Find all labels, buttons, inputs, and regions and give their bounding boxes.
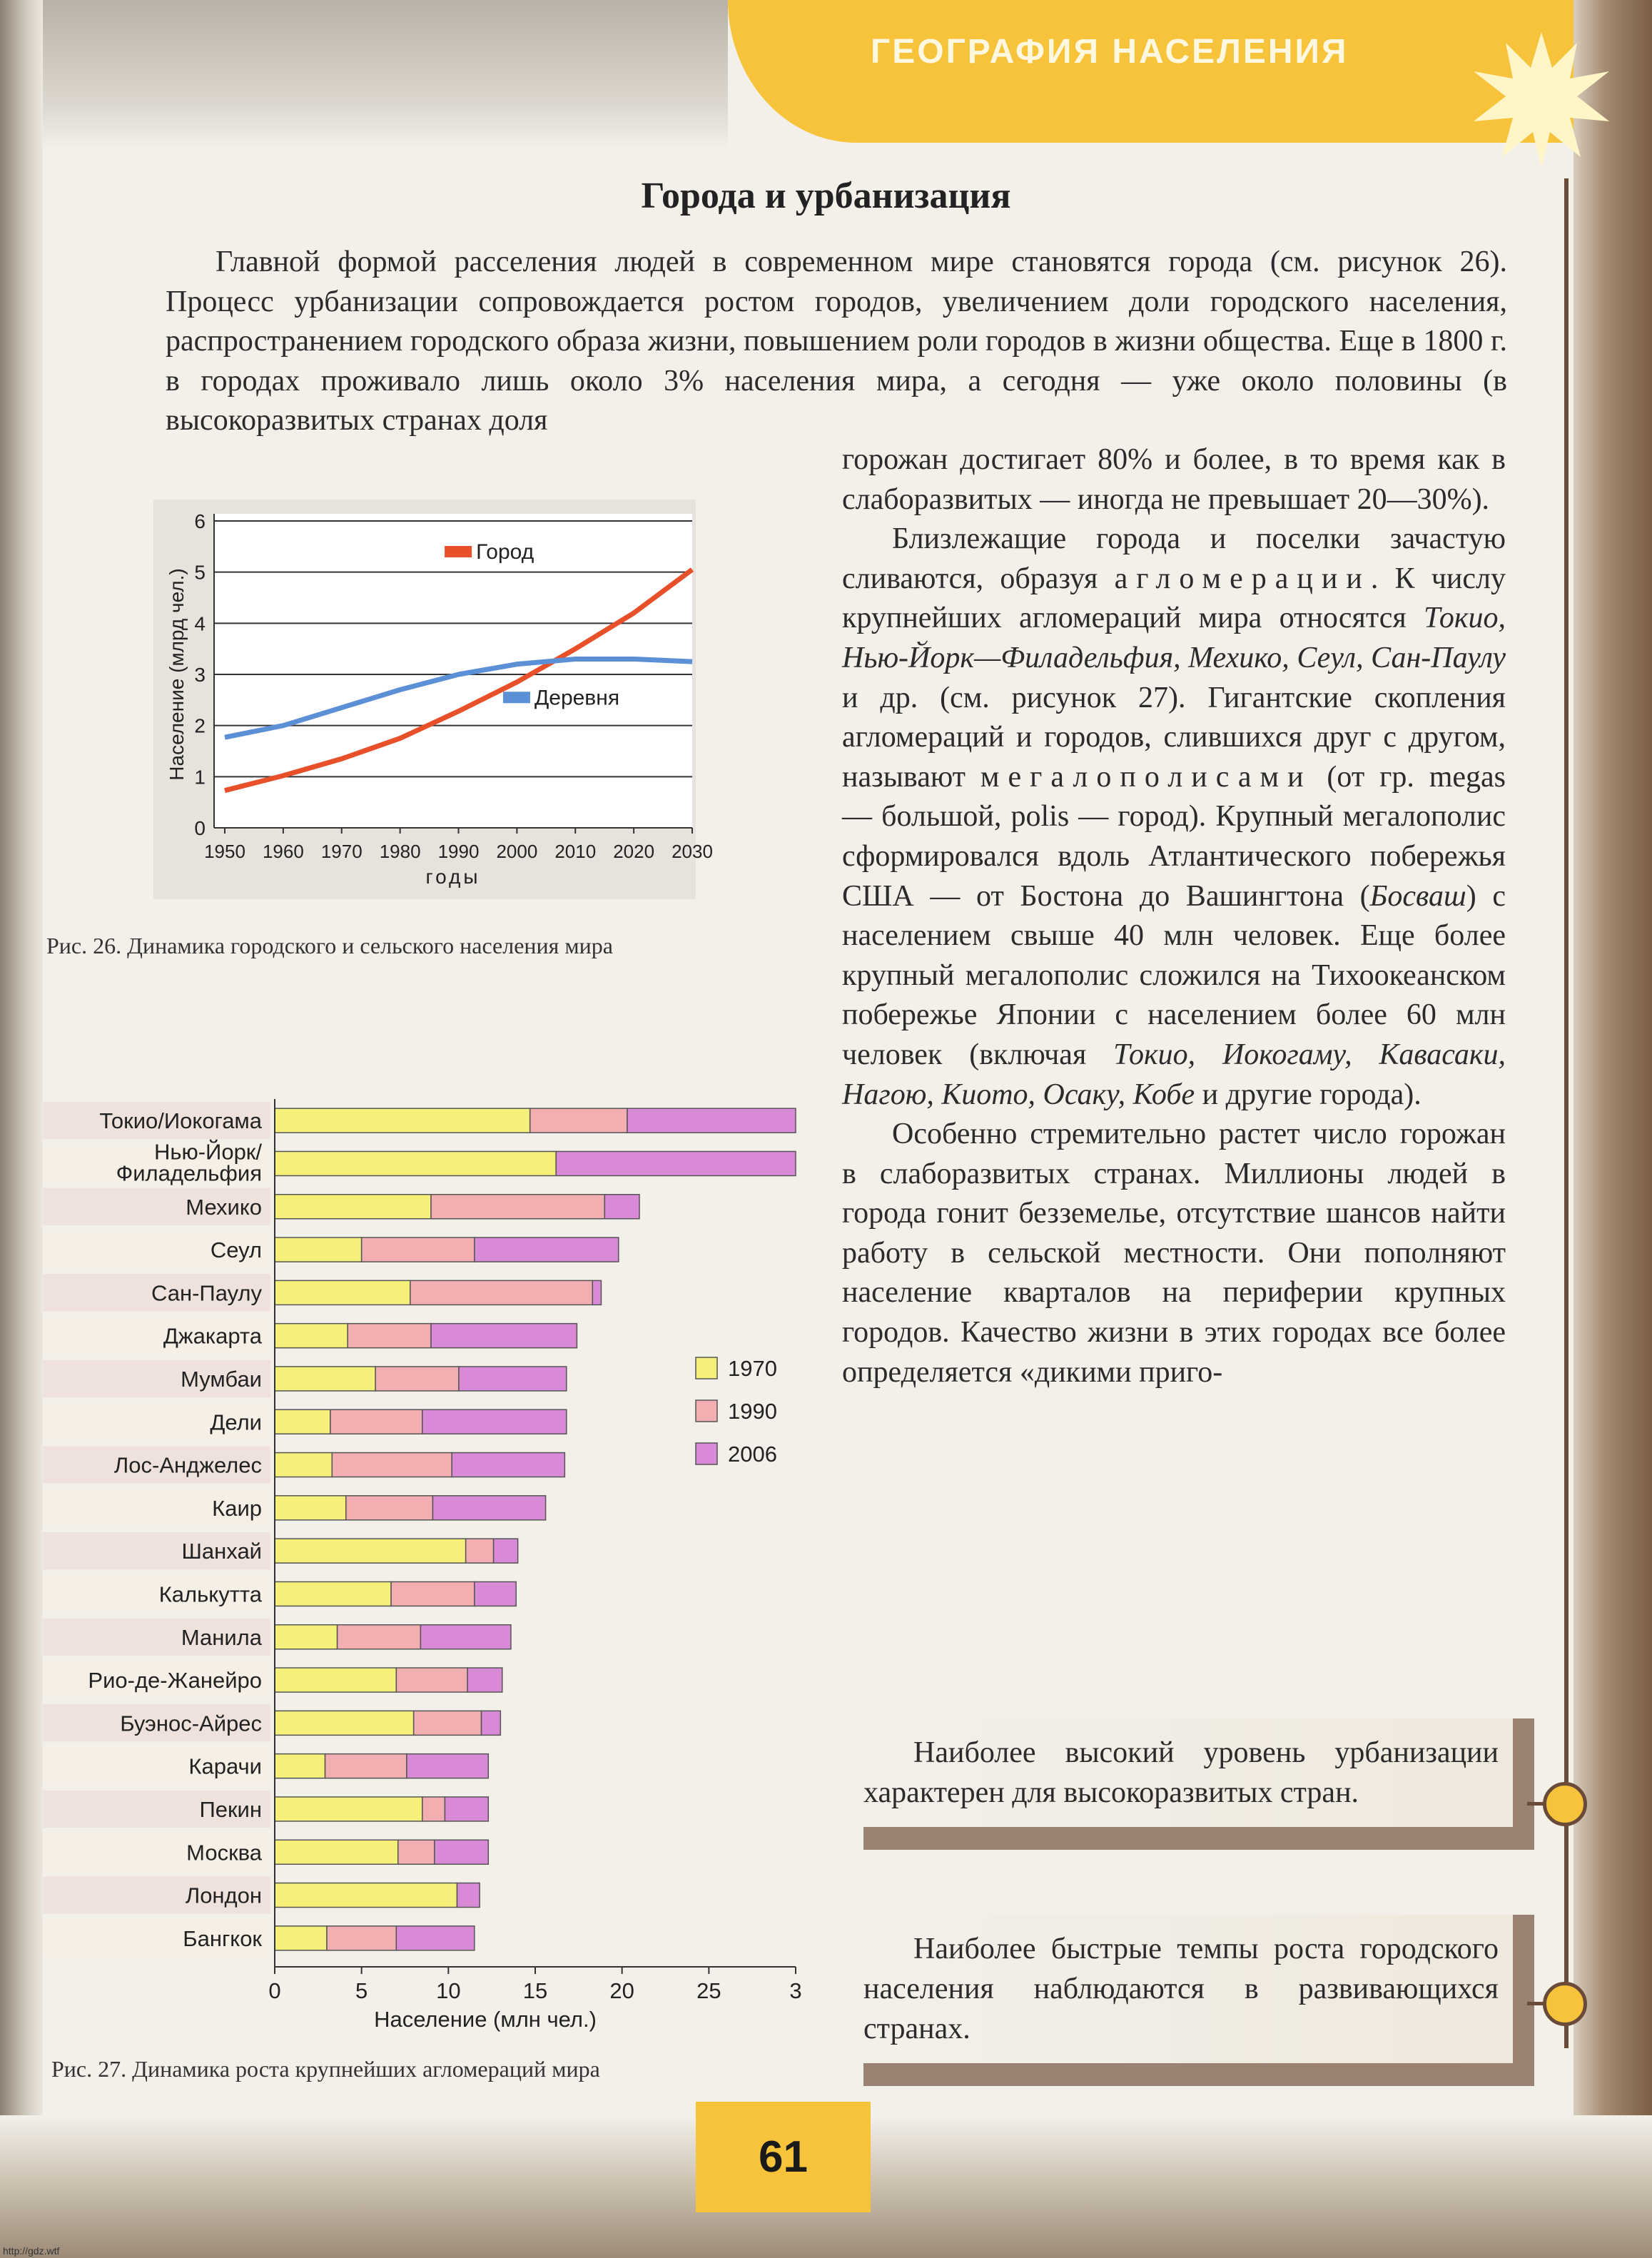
category-label: Джакарта <box>163 1323 262 1349</box>
bar-segment-1990 <box>398 1840 435 1864</box>
callout-text: Наиболее высокий уровень урбанизации характерен для высокоразвитых стран. <box>863 1736 1499 1809</box>
figure-27-caption: Рис. 27. Динамика роста крупнейших агломераций мира <box>51 2056 600 2082</box>
bar-segment-1970 <box>275 1797 422 1821</box>
y-tick-label: 1 <box>194 766 206 789</box>
bar-segment-2006 <box>420 1625 511 1649</box>
bar-segment-1970 <box>275 1840 398 1864</box>
category-label: Москва <box>186 1840 262 1865</box>
bar-segment-1970 <box>275 1151 556 1175</box>
x-tick-label: 1980 <box>379 841 421 862</box>
bar-segment-1970 <box>275 1668 396 1692</box>
bar-segment-2006 <box>475 1237 619 1262</box>
legend-label: Город <box>476 540 534 564</box>
legend-swatch <box>445 546 472 557</box>
x-tick-label: 20 <box>609 1978 634 2003</box>
right-photo-strip <box>1574 0 1652 2258</box>
bar-segment-1970 <box>275 1409 330 1434</box>
paragraph-continuation: горожан достигает 80% и более, в то время как в слаборазвитых — иногда не превышает 20—30%). <box>842 443 1506 516</box>
bar-segment-2006 <box>482 1711 501 1735</box>
bar-segment-2006 <box>435 1840 488 1864</box>
bar-segment-2006 <box>475 1581 516 1606</box>
legend-label: Деревня <box>534 686 620 710</box>
x-axis-label: Население (млн чел.) <box>374 2007 597 2032</box>
urban-rural-line-chart <box>153 500 713 899</box>
y-tick-label: 5 <box>194 561 206 584</box>
paragraph-agglomerations <box>842 520 1506 1115</box>
text-run: и другие города). <box>1195 1078 1422 1111</box>
credit-text: http://gdz.wtf <box>3 2245 60 2257</box>
bar-segment-1990 <box>375 1367 459 1391</box>
category-label: Бангкок <box>183 1925 262 1951</box>
bar-segment-1990 <box>338 1625 421 1649</box>
bar-segment-2006 <box>459 1367 567 1391</box>
bar-segment-1990 <box>348 1324 431 1348</box>
bar-segment-1970 <box>275 1324 348 1348</box>
y-axis-label: Население (млрд чел.) <box>166 568 188 781</box>
text-run: ) с населением свыше 40 млн человек. Еще более крупный мегалополис сложился на Тихоокеанском побережье Японии с населением более 60 млн человек (включая <box>842 879 1506 1071</box>
category-label: Сеул <box>210 1237 262 1263</box>
bar-segment-1990 <box>466 1539 494 1563</box>
x-tick-label: 2020 <box>613 841 655 862</box>
bar-segment-1990 <box>431 1195 604 1219</box>
bar-segment-1990 <box>362 1237 475 1262</box>
bar-segment-1990 <box>330 1409 422 1434</box>
category-label: Мумбаи <box>181 1366 262 1392</box>
legend-swatch <box>503 692 530 703</box>
x-tick-label: 2000 <box>496 841 538 862</box>
bar-segment-1970 <box>275 1453 332 1477</box>
bar-segment-1970 <box>275 1883 457 1908</box>
y-tick-label: 2 <box>194 714 206 737</box>
figure-26-caption: Рис. 26. Динамика городского и сельского населения мира <box>46 933 613 958</box>
bar-segment-1990 <box>410 1280 593 1305</box>
bar-segment-2006 <box>457 1883 480 1908</box>
x-tick-label: 0 <box>268 1978 281 2003</box>
bar-segment-1970 <box>275 1581 391 1606</box>
plot-area <box>214 514 692 828</box>
emphasis-bosvash: Босваш <box>1369 879 1466 913</box>
top-photo-strip <box>43 0 728 150</box>
category-label: Лондон <box>185 1883 262 1908</box>
bar-segment-1970 <box>275 1280 410 1305</box>
text-run: и др. (см. рисунок 27). Гигантские скопления агломераций и городов, слившихся друг с другом, называют <box>842 681 1506 794</box>
x-tick-label: 1990 <box>437 841 480 862</box>
bar-segment-1990 <box>422 1797 445 1821</box>
sun-icon <box>1470 29 1613 171</box>
intro-paragraph <box>166 243 1507 441</box>
category-label: Нью-Йорк/ <box>153 1139 262 1165</box>
x-tick-label: 5 <box>355 1978 368 2003</box>
bar-segment-1970 <box>275 1108 530 1133</box>
bar-segment-1970 <box>275 1237 362 1262</box>
category-label: Манила <box>181 1624 262 1650</box>
x-tick-label: 10 <box>436 1978 461 2003</box>
y-tick-label: 4 <box>194 612 206 635</box>
bar-segment-2006 <box>494 1539 518 1563</box>
y-tick-label: 3 <box>194 664 206 686</box>
bar-segment-1970 <box>275 1711 414 1735</box>
callout-side-bar <box>1513 1718 1534 1850</box>
category-label: Сан-Паулу <box>151 1280 262 1306</box>
category-label: Каир <box>212 1495 262 1521</box>
callout-side-bar <box>1513 1915 1534 2086</box>
paragraph-urban-growth: Особенно стремительно растет число горожан в слаборазвитых странах. Миллионы людей в города гонит безземелье, отсутствие шансов найти работу в сельской местности. Они пополняют население кварталов на периферии крупных городов. Качество жизни в этих городах все более определяется «дикими приго- <box>842 1118 1506 1389</box>
x-tick-label: 2030 <box>672 841 713 862</box>
emphasis-cities: Токио, Нью-Йорк—Филадельфия, Мехико, Сеул, Сан-Паулу <box>842 602 1506 674</box>
callout-text: Наиболее быстрые темпы роста городского населения наблюдаются в развивающихся странах. <box>863 1933 1499 2045</box>
legend-label: 1990 <box>728 1399 777 1424</box>
bar-segment-1990 <box>414 1711 482 1735</box>
bar-segment-1990 <box>530 1108 627 1133</box>
x-axis-label: годы <box>425 866 481 888</box>
text-run: . К числу крупнейших агломераций мира относятся <box>842 562 1506 635</box>
legend-swatch <box>696 1400 717 1422</box>
bar-segment-1970 <box>275 1754 325 1778</box>
term-megalopolis: мегалополисами <box>980 760 1312 794</box>
section-header <box>728 0 1574 143</box>
margin-line <box>1564 178 1569 2048</box>
legend-label: 1970 <box>728 1356 777 1381</box>
y-tick-label: 6 <box>194 510 206 532</box>
emphasis-japan-cities: Токио, Иокогаму, Кавасаки, Нагою, Киото, Осаку, Кобе <box>842 1038 1506 1111</box>
callout-knob <box>1543 1782 1587 1826</box>
figure-26 <box>153 500 713 899</box>
bar-segment-2006 <box>445 1797 488 1821</box>
y-tick-label: 0 <box>194 817 206 839</box>
legend-swatch <box>696 1357 717 1379</box>
section-title: ГЕОГРАФИЯ НАСЕЛЕНИЯ <box>871 33 1349 71</box>
legend-label: 2006 <box>728 1442 777 1467</box>
callout-high-urbanization <box>863 1718 1527 1850</box>
text-run: Близлежащие города и поселки зачастую сливаются, образуя <box>842 522 1506 595</box>
x-tick-label: 3 <box>789 1978 802 2003</box>
bar-segment-2006 <box>422 1409 567 1434</box>
x-tick-label: 15 <box>522 1978 548 2003</box>
term-agglomerations: агломерации <box>1114 562 1371 595</box>
x-tick-label: 1950 <box>204 841 245 862</box>
bar-segment-2006 <box>592 1280 601 1305</box>
x-tick-label: 1960 <box>262 841 304 862</box>
right-column-text <box>842 440 1506 1392</box>
bar-segment-2006 <box>556 1151 796 1175</box>
bar-segment-1990 <box>346 1496 433 1520</box>
category-label: Токио/Иокогама <box>99 1108 262 1134</box>
text-run: (от гр. megas — большой, polis — город). Крупный мегалополис сформировался вдоль Атлантического побережья США — от Бостона до Вашингтона ( <box>842 760 1506 913</box>
category-label: Филадельфия <box>116 1160 262 1186</box>
bar-segment-2006 <box>432 1496 545 1520</box>
bar-segment-2006 <box>604 1195 639 1219</box>
bar-segment-1990 <box>325 1754 407 1778</box>
bar-segment-2006 <box>407 1754 488 1778</box>
bar-segment-1970 <box>275 1496 346 1520</box>
category-label: Буэнос-Айрес <box>120 1711 262 1736</box>
category-label: Рио-де-Жанейро <box>88 1668 262 1694</box>
bar-segment-1970 <box>275 1625 338 1649</box>
bar-segment-1990 <box>391 1581 475 1606</box>
bar-segment-1990 <box>396 1668 467 1692</box>
callout-bottom-bar <box>863 2063 1527 2086</box>
bar-segment-2006 <box>431 1324 577 1348</box>
callout-fast-growth <box>863 1915 1527 2086</box>
callout-knob <box>1543 1982 1587 2026</box>
x-tick-label: 2010 <box>554 841 597 862</box>
category-label: Шанхай <box>181 1539 262 1564</box>
figure-27 <box>43 1085 814 2041</box>
bar-segment-2006 <box>396 1926 475 1950</box>
agglomerations-bar-chart <box>43 1085 814 2041</box>
category-label: Мехико <box>186 1194 262 1220</box>
category-label: Дели <box>210 1409 262 1435</box>
intro-text: Главной формой расселения людей в современном мире становятся города (см. рисунок 26). Процесс урбанизации сопровождается ростом городов, увеличением доли городского населения, распространением городского образа жизни, повышением роли городов в жизни общества. Еще в 1800 г. в городах проживало лишь около 3% населения мира, а сегодня — уже около половины (в высокоразвитых странах доля <box>166 245 1507 437</box>
page-title: Города и урбанизация <box>641 176 1011 216</box>
category-label: Пекин <box>199 1796 262 1822</box>
category-label: Карачи <box>188 1753 262 1779</box>
category-label: Лос-Анджелес <box>113 1452 262 1478</box>
bar-segment-1990 <box>332 1453 452 1477</box>
bar-segment-1990 <box>327 1926 396 1950</box>
callout-bottom-bar <box>863 1827 1527 1850</box>
bar-segment-1970 <box>275 1195 431 1219</box>
left-photo-strip <box>0 0 43 2258</box>
bar-segment-1970 <box>275 1367 375 1391</box>
bar-segment-1970 <box>275 1539 466 1563</box>
x-tick-label: 1970 <box>320 841 363 862</box>
category-label: Калькутта <box>158 1581 262 1607</box>
x-tick-label: 25 <box>696 1978 721 2003</box>
bar-segment-2006 <box>452 1453 564 1477</box>
page-number: 61 <box>696 2102 871 2212</box>
bar-segment-1970 <box>275 1926 327 1950</box>
bar-segment-2006 <box>627 1108 796 1133</box>
legend-swatch <box>696 1443 717 1464</box>
bar-segment-2006 <box>467 1668 502 1692</box>
